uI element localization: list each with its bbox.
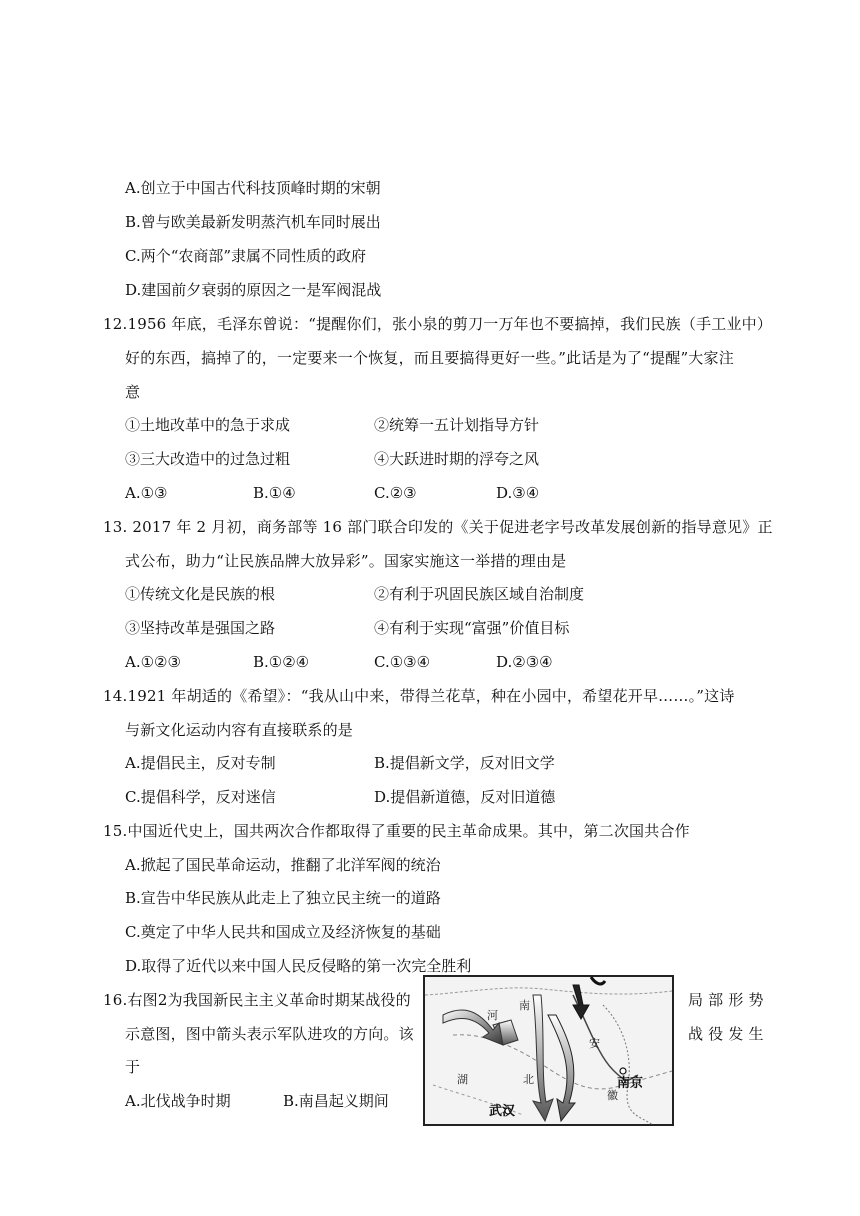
q15-option-a: A.掀起了国民革命运动，推翻了北洋军阀的统治: [125, 856, 441, 874]
map-label-nanjing: 南京: [617, 1076, 644, 1091]
q13-stem-line2: 式公布，助力“让民族品牌大放异彩”。国家实施这一举措的理由是: [125, 552, 567, 570]
q13-option-b: B.①②④: [253, 653, 310, 671]
q14-option-c: C.提倡科学，反对迷信: [125, 788, 276, 806]
q14-option-d: D.提倡新道德，反对旧道德: [374, 788, 556, 806]
map-label-an: 安: [589, 1037, 600, 1050]
q15-option-c: C.奠定了中华人民共和国成立及经济恢复的基础: [125, 923, 441, 941]
q16-option-a: A.北伐战争时期: [125, 1092, 231, 1110]
q16-stem-left-line3: 于: [125, 1058, 141, 1076]
q12-option-c: C.②③: [374, 484, 417, 502]
q12-option-a: A.①③: [125, 484, 168, 502]
q12-stem-line1: 12.1956 年底，毛泽东曾说：“提醒你们，张小泉的剪刀一万年也不要搞掉，我们民族（手工业中）: [103, 315, 773, 333]
map-label-wuhan: 武汉: [489, 1104, 516, 1119]
q12-stem-line2: 好的东西，搞掉了的，一定要来一个恢复，而且要搞得更好一些。”此话是为了“提醒”大家注: [125, 349, 734, 367]
q16-stem-right-line2: 战 役 发 生: [688, 1025, 764, 1043]
q15-option-b: B.宣告中华民族从此走上了独立民主统一的道路: [125, 889, 441, 907]
map-label-nan: 南: [519, 999, 530, 1012]
battle-map-figure: [423, 975, 674, 1126]
q13-option-a: A.①②③: [125, 653, 181, 671]
q16-stem-left-line2: 示意图，图中箭头表示军队进攻的方向。该: [125, 1025, 414, 1043]
q13-option-c: C.①③④: [374, 653, 431, 671]
q11-option-a: A.创立于中国古代科技顶峰时期的宋朝: [125, 179, 381, 197]
q12-option-b: B.①④: [253, 484, 296, 502]
nanjing-marker: [620, 1068, 626, 1074]
q12-item-1: ①土地改革中的急于求成: [125, 416, 291, 434]
map-label-bei: 北: [523, 1073, 534, 1086]
q12-item-3: ③三大改造中的过急过粗: [125, 450, 291, 468]
q14-option-b: B.提倡新文学，反对旧文学: [374, 754, 555, 772]
q16-stem-left-line1: 16.右图2为我国新民主主义革命时期某战役的: [103, 991, 411, 1009]
q11-option-b: B.曾与欧美最新发明蒸汽机车同时展出: [125, 213, 381, 231]
q14-stem-line1: 14.1921 年胡适的《希望》：“我从山中来，带得兰花草，种在小园中，希望花开早……。”这诗: [103, 687, 735, 705]
q14-option-a: A.提倡民主，反对专制: [125, 754, 276, 772]
q13-option-d: D.②③④: [496, 653, 553, 671]
q12-item-2: ②统筹一五计划指导方针: [374, 416, 540, 434]
q11-option-d: D.建国前夕衰弱的原因之一是军阀混战: [125, 281, 382, 299]
map-label-hui: 徽: [607, 1089, 618, 1102]
q15-stem-line1: 15.中国近代史上，国共两次合作都取得了重要的民主革命成果。其中，第二次国共合作: [103, 822, 690, 840]
q13-item-1: ①传统文化是民族的根: [125, 585, 276, 603]
q11-option-c: C.两个“农商部”隶属不同性质的政府: [125, 247, 367, 265]
q12-stem-line3: 意: [125, 383, 141, 401]
q12-option-d: D.③④: [496, 484, 540, 502]
q13-stem-line1: 13. 2017 年 2 月初，商务部等 16 部门联合印发的《关于促进老字号改革发展创新的指导意见》正: [103, 518, 773, 536]
q13-item-4: ④有利于实现“富强”价值目标: [374, 619, 570, 637]
q13-item-2: ②有利于巩固民族区域自治制度: [374, 585, 585, 603]
q14-stem-line2: 与新文化运动内容有直接联系的是: [125, 721, 354, 739]
q16-stem-right-line1: 局 部 形 势: [688, 991, 764, 1009]
q13-item-3: ③坚持改革是强国之路: [125, 619, 276, 637]
q16-option-b: B.南昌起义期间: [283, 1092, 389, 1110]
q15-option-d: D.取得了近代以来中国人民反侵略的第一次完全胜利: [125, 957, 472, 975]
map-label-he: 河: [487, 1009, 498, 1022]
q12-item-4: ④大跃进时期的浮夸之风: [374, 450, 540, 468]
map-label-hu: 湖: [457, 1073, 468, 1086]
